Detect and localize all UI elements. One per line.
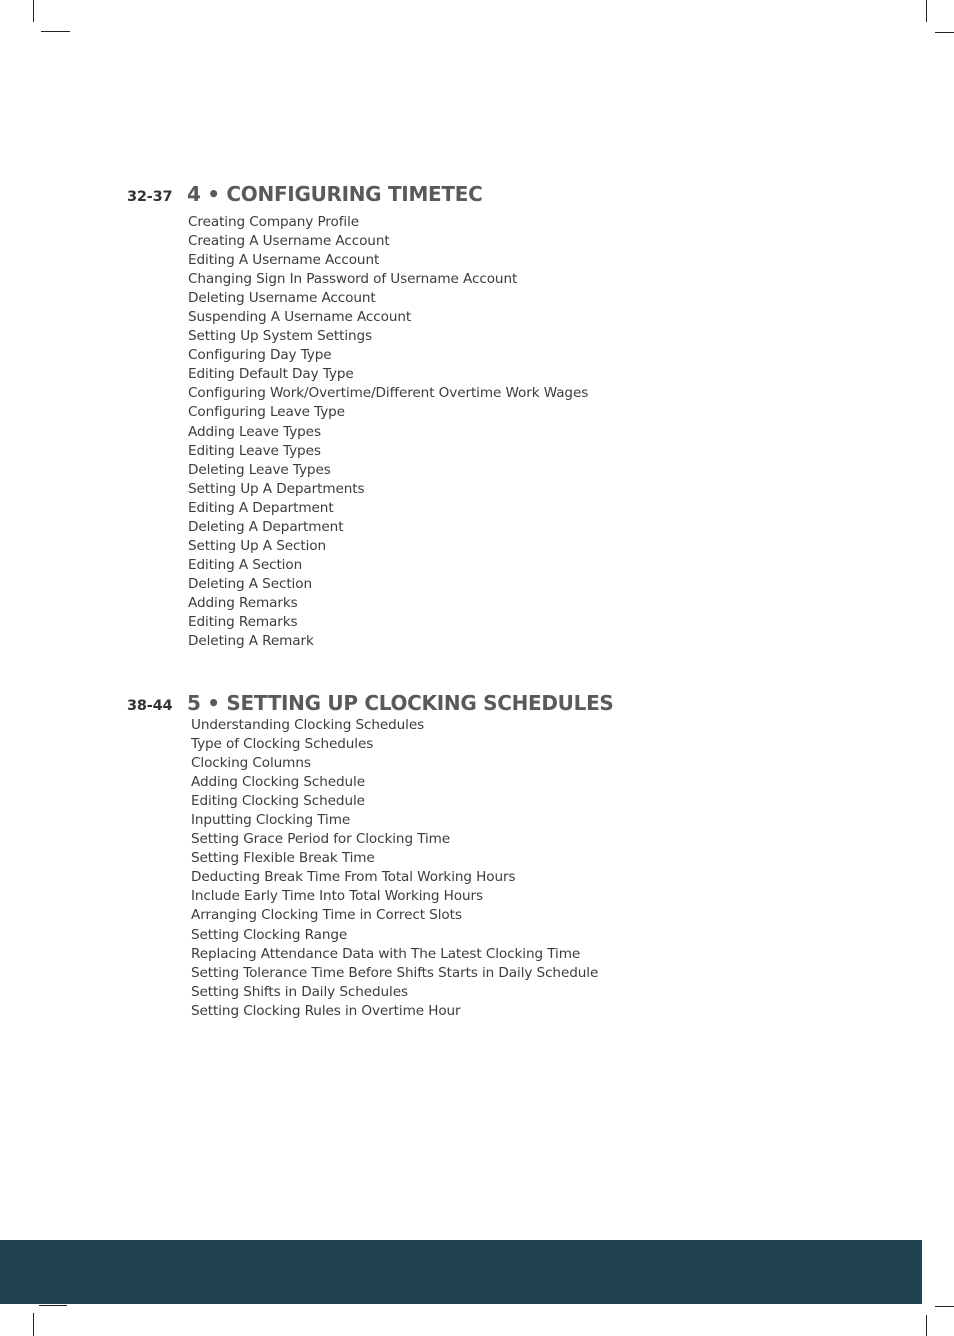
toc-item[interactable]: Deleting Leave Types [188, 461, 331, 478]
toc-item[interactable]: Editing A Section [188, 556, 303, 573]
crop-mark-bottom-left-horizontal [39, 1305, 67, 1306]
toc-item[interactable]: Clocking Columns [191, 755, 311, 772]
crop-mark-bottom-right-horizontal [935, 1306, 954, 1307]
toc-item[interactable]: Deducting Break Time From Total Working Hours [191, 869, 516, 886]
toc-item[interactable]: Deleting Username Account [188, 290, 376, 307]
section-items [191, 716, 598, 1021]
toc-item[interactable]: Editing A Username Account [188, 252, 380, 269]
footer-bar [0, 1240, 922, 1304]
crop-mark-top-left-horizontal [41, 31, 70, 32]
toc-item[interactable]: Setting Shifts in Daily Schedules [191, 983, 408, 1000]
toc-item[interactable]: Changing Sign In Password of Username Account [188, 271, 518, 288]
toc-item[interactable]: Adding Clocking Schedule [191, 774, 366, 791]
toc-item[interactable]: Setting Up A Section [188, 537, 327, 554]
crop-mark-top-left-vertical [33, 0, 34, 22]
toc-item[interactable]: Adding Remarks [188, 594, 298, 611]
crop-mark-top-right-vertical [926, 0, 927, 22]
toc-item[interactable]: Setting Grace Period for Clocking Time [191, 831, 451, 848]
section-page-range: 32-37 [127, 189, 173, 205]
toc-item[interactable]: Setting Clocking Range [191, 926, 348, 943]
toc-item[interactable]: Setting Up System Settings [188, 328, 373, 345]
toc-item[interactable]: Replacing Attendance Data with The Latest Clocking Time [191, 945, 581, 962]
toc-item[interactable]: Setting Up A Departments [188, 480, 365, 497]
toc-item[interactable]: Inputting Clocking Time [191, 812, 351, 829]
toc-item[interactable]: Deleting A Section [188, 575, 312, 592]
crop-mark-bottom-right-vertical [926, 1315, 927, 1336]
toc-item[interactable]: Setting Tolerance Time Before Shifts Starts in Daily Schedule [191, 964, 599, 981]
toc-item[interactable]: Editing A Department [188, 499, 334, 516]
toc-item[interactable]: Configuring Work/Overtime/Different Overtime Work Wages [188, 385, 589, 402]
toc-item[interactable]: Configuring Leave Type [188, 404, 345, 421]
toc-item[interactable]: Deleting A Remark [188, 633, 314, 650]
crop-mark-top-right-horizontal [935, 32, 954, 33]
toc-item[interactable]: Configuring Day Type [188, 347, 332, 364]
toc-item[interactable]: Include Early Time Into Total Working Hours [191, 888, 483, 905]
section-title: 5 • SETTING UP CLOCKING SCHEDULES [187, 691, 614, 715]
toc-item[interactable]: Type of Clocking Schedules [191, 736, 374, 753]
toc-item[interactable]: Creating Company Profile [188, 214, 360, 230]
toc-item[interactable]: Creating A Username Account [188, 233, 390, 250]
toc-item[interactable]: Editing Default Day Type [188, 366, 354, 383]
toc-item[interactable]: Editing Remarks [188, 613, 298, 630]
toc-item[interactable]: Editing Leave Types [188, 442, 321, 459]
toc-item[interactable]: Setting Flexible Break Time [191, 850, 375, 867]
toc-item[interactable]: Editing Clocking Schedule [191, 793, 365, 810]
section-items [188, 213, 588, 651]
toc-item[interactable]: Suspending A Username Account [188, 309, 412, 326]
toc-item[interactable]: Adding Leave Types [188, 423, 321, 440]
crop-mark-bottom-left-vertical [33, 1313, 34, 1336]
toc-item[interactable]: Setting Clocking Rules in Overtime Hour [191, 1002, 461, 1019]
toc-item[interactable]: Deleting A Department [188, 518, 344, 535]
section-page-range: 38-44 [127, 698, 173, 714]
toc-item[interactable]: Arranging Clocking Time in Correct Slots [191, 907, 462, 924]
section-title: 4 • CONFIGURING TIMETEC [187, 182, 483, 206]
toc-item[interactable]: Understanding Clocking Schedules [191, 717, 425, 733]
